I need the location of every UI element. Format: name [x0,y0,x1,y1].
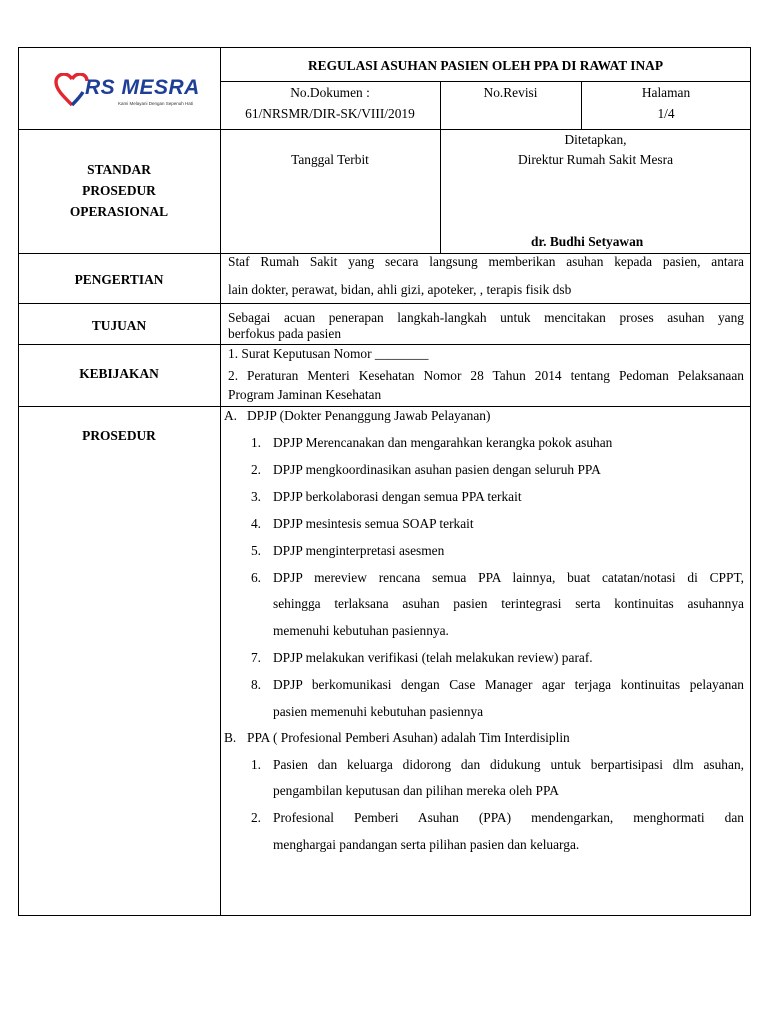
b-item-2-line1: Profesional Pemberi Asuhan (PPA) mendengarkan, menghormati dan [273,810,744,825]
a-item-8-line1: DPJP berkomunikasi dengan Case Manager agar terjaga kontinuitas pelayanan [273,677,744,692]
a-item-4-text: DPJP mesintesis semua SOAP terkait [273,516,474,531]
b-item-1-line1: Pasien dan keluarga didorong dan didukung untuk berpartisipasi dlm asuhan, [273,757,744,772]
b-item-2-line2: menghargai pandangan serta pilihan pasien dan keluarga. [273,837,580,852]
section-b-marker: B. [224,730,237,745]
a-item-6-num: 6. [250,570,261,585]
a-item-5-text: DPJP menginterpretasi asesmen [273,543,445,558]
kebijakan-item1: 1. Surat Keputusan Nomor ________ [228,346,429,361]
prosedur-label: PROSEDUR [82,428,156,443]
signer-name: dr. Budhi Setyawan [531,234,644,249]
revision-label: No.Revisi [483,85,538,100]
approval-line1: Ditetapkan, [564,132,627,147]
doc-number-value: 61/NRSMR/DIR-SK/VIII/2019 [245,106,415,121]
a-item-3-num: 3. [250,489,261,504]
b-item-1-line2: pengambilan keputusan dan pilihan mereka oleh PPA [273,783,559,798]
sop-label-line1: STANDAR [87,162,151,177]
a-item-6-line1: DPJP mereview rencana semua PPA lainnya, buat catatan/notasi di CPPT, [273,570,744,585]
section-a-title: DPJP (Dokter Penanggung Jawab Pelayanan) [247,408,491,423]
hospital-logo [54,73,224,109]
approval-line2: Direktur Rumah Sakit Mesra [517,152,674,167]
a-item-1-text: DPJP Merencanakan dan mengarahkan kerangka pokok asuhan [273,435,613,450]
a-item-6-line3: memenuhi kebutuhan pasiennya. [273,623,449,638]
a-item-8-line2: pasien memenuhi kebutuhan pasiennya [273,704,484,719]
a-item-2-text: DPJP mengkoordinasikan asuhan pasien dengan seluruh PPA [273,462,601,477]
document-title: REGULASI ASUHAN PASIEN OLEH PPA DI RAWAT INAP [307,58,664,73]
tujuan-label: TUJUAN [91,318,147,333]
logo-name: RS MESRA [85,76,200,99]
page-value: 1/4 [657,106,675,121]
pengertian-line2: lain dokter, perawat, bidan, ahli gizi, apoteker, , terapis fisik dsb [228,282,572,297]
b-item-1-num: 1. [250,757,261,772]
kebijakan-item2-line2: Program Jaminan Kesehatan [228,387,382,402]
a-item-6-line2: sehingga terlaksana asuhan pasien terintegrasi serta kontinuitas asuhannya [273,596,744,611]
issue-date-label: Tanggal Terbit [291,152,369,167]
a-item-2-num: 2. [250,462,261,477]
pengertian-line1: Staf Rumah Sakit yang secara langsung memberikan asuhan kepada pasien, antara [228,254,744,269]
a-item-1-num: 1. [250,435,261,450]
tujuan-line1: Sebagai acuan penerapan langkah-langkah untuk mencitakan proses asuhan yang [228,310,744,325]
a-item-7-num: 7. [250,650,261,665]
kebijakan-item2-line1: 2. Peraturan Menteri Kesehatan Nomor 28 Tahun 2014 tentang Pedoman Pelaksanaan [228,368,744,383]
a-item-3-text: DPJP berkolaborasi dengan semua PPA terkait [273,489,522,504]
section-a-marker: A. [224,408,238,423]
page-label: Halaman [641,85,691,100]
sop-document [18,47,751,916]
kebijakan-label: KEBIJAKAN [79,366,159,381]
a-item-7-text: DPJP melakukan verifikasi (telah melakukan review) paraf. [273,650,593,665]
sop-label-line3: OPERASIONAL [69,204,169,219]
b-item-2-num: 2. [250,810,261,825]
section-b-title: PPA ( Profesional Pemberi Asuhan) adalah Tim Interdisiplin [247,730,570,745]
doc-number-label: No.Dokumen : [290,85,370,100]
a-item-4-num: 4. [250,516,261,531]
a-item-8-num: 8. [250,677,261,692]
logo-tagline: Kami Melayani Dengan Sepenuh Hati [118,101,194,106]
sop-label-line2: PROSEDUR [82,183,156,198]
pengertian-label: PENGERTIAN [74,272,164,287]
tujuan-line2: berfokus pada pasien [228,326,342,341]
a-item-5-num: 5. [250,543,261,558]
